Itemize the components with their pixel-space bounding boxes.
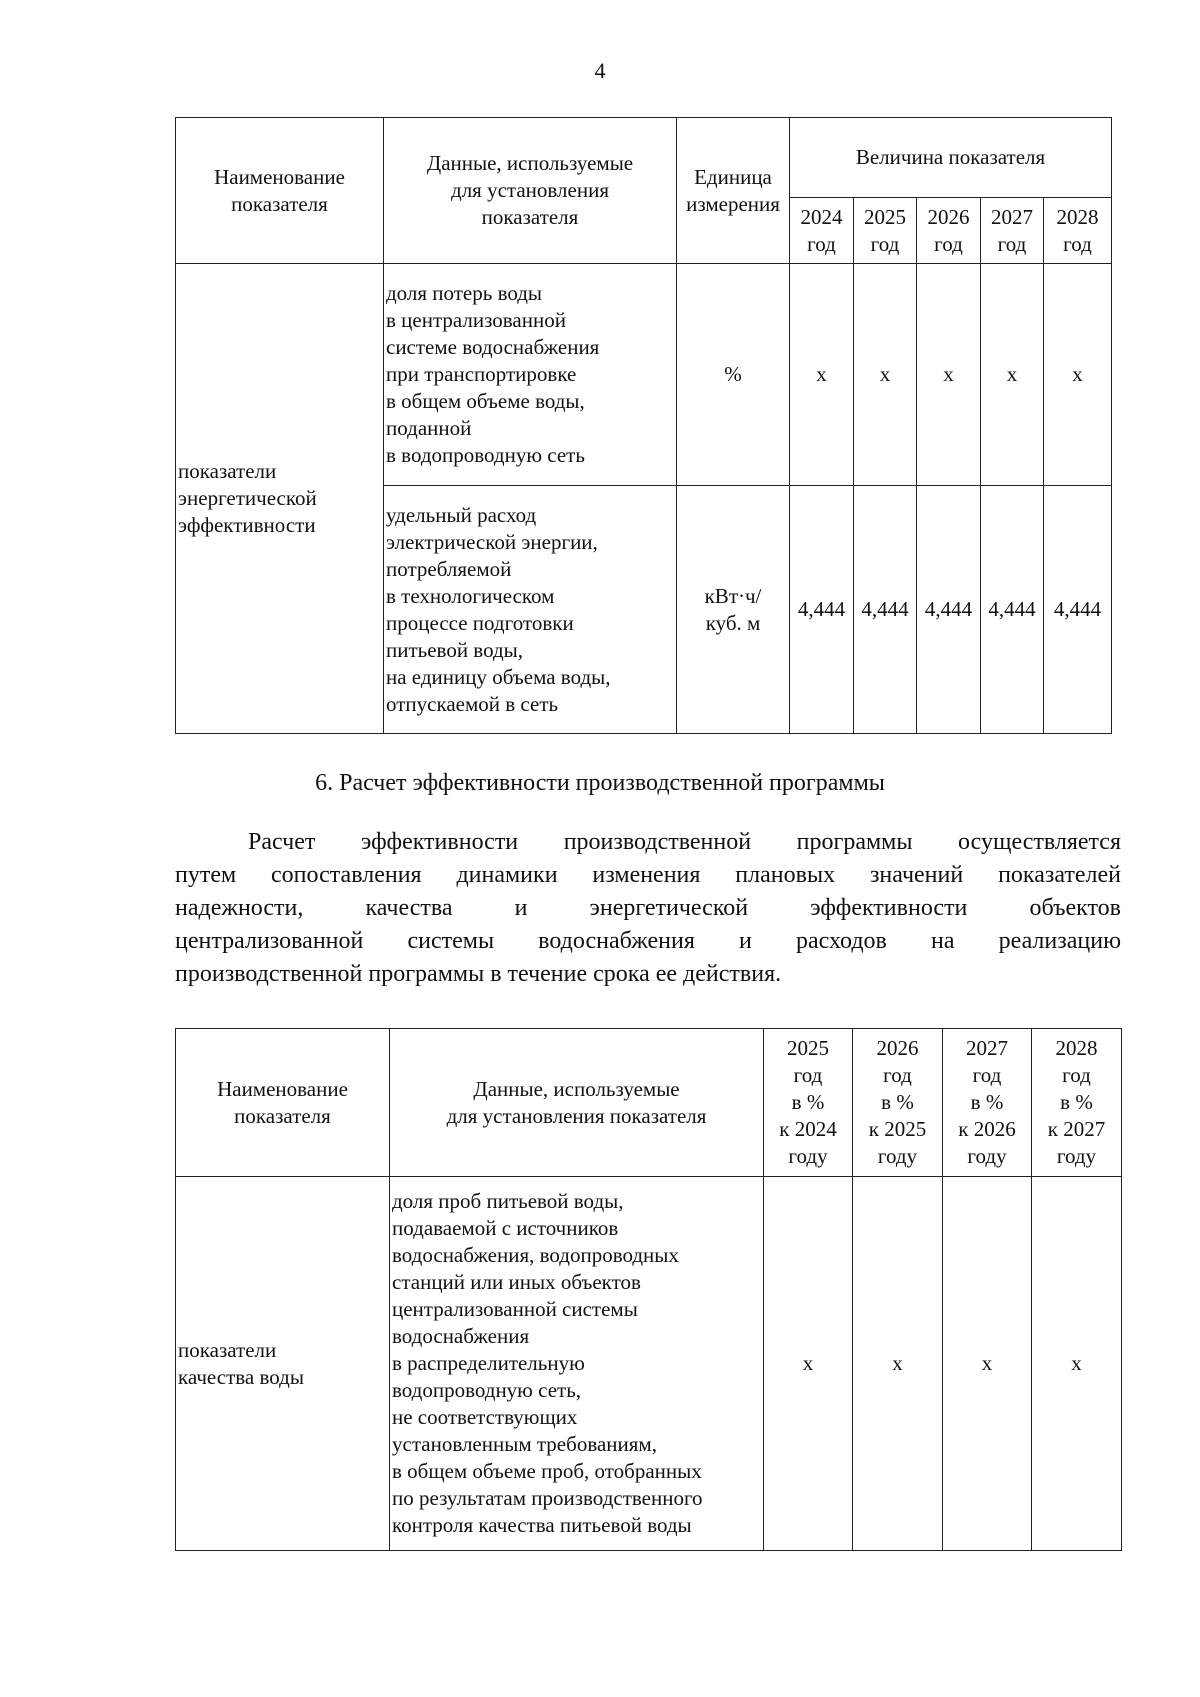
header-data: Данные, используемые для установления показателя (384, 118, 677, 264)
row-value: х (943, 1177, 1032, 1551)
header-year: 2025 год (854, 198, 917, 264)
table-row (176, 264, 1112, 486)
header-year: 2028 год в % к 2027 году (1032, 1029, 1122, 1177)
row-value: 4,444 (790, 486, 854, 734)
page-number: 4 (594, 58, 606, 83)
row-unit: кВт·ч/ куб. м (677, 486, 790, 734)
header-unit: Единица измерения (677, 118, 790, 264)
header-year: 2027 год (981, 198, 1044, 264)
row-value: х (917, 264, 981, 486)
header-year: 2026 год (917, 198, 981, 264)
row-value: х (1032, 1177, 1122, 1551)
row-value: х (1044, 264, 1112, 486)
row-data: доля потерь воды в централизованной системе водоснабжения при транспортировке в общем объеме воды, поданной в водопроводную сеть (384, 264, 677, 486)
header-year: 2025 год в % к 2024 году (764, 1029, 853, 1177)
row-data: доля проб питьевой воды, подаваемой с источников водоснабжения, водопроводных станций или иных объектов централизованной системы водоснабжения в распределительную водопроводную сеть, не соответствующих установленным требованиям, в общем объеме проб, отобранных по результатам производственного контроля качества питьевой воды (390, 1177, 764, 1551)
paragraph-line: централизованной системы водоснабжения и расходов на реализацию (175, 928, 1121, 954)
header-data: Данные, используемые для установления показателя (390, 1029, 764, 1177)
row-name: показатели качества воды (176, 1177, 390, 1551)
section-heading: 6. Расчет эффективности производственной программы (315, 770, 885, 796)
row-unit: % (677, 264, 790, 486)
header-name: Наименование показателя (176, 118, 384, 264)
row-value: х (854, 264, 917, 486)
row-value: 4,444 (1044, 486, 1112, 734)
row-value: 4,444 (917, 486, 981, 734)
header-year: 2026 год в % к 2025 году (853, 1029, 943, 1177)
row-value: 4,444 (854, 486, 917, 734)
paragraph-line: Расчет эффективности производственной программы осуществляется (248, 829, 1121, 855)
row-value: х (853, 1177, 943, 1551)
header-name: Наименование показателя (176, 1029, 390, 1177)
row-value: х (764, 1177, 853, 1551)
paragraph-line: путем сопоставления динамики изменения плановых значений показателей (175, 862, 1121, 888)
indicators-table (175, 117, 1112, 734)
header-year: 2028 год (1044, 198, 1112, 264)
row-data: удельный расход электрической энергии, потребляемой в технологическом процессе подготовки питьевой воды, на единицу объема воды, отпускаемой в сеть (384, 486, 677, 734)
header-value: Величина показателя (790, 118, 1112, 198)
table-row (176, 1177, 1122, 1551)
efficiency-table (175, 1028, 1122, 1551)
row-value: х (981, 264, 1044, 486)
section-paragraph (175, 826, 1121, 991)
paragraph-line: производственной программы в течение срока ее действия. (175, 961, 782, 987)
header-year: 2024 год (790, 198, 854, 264)
paragraph-line: надежности, качества и энергетической эффективности объектов (175, 895, 1121, 921)
header-year: 2027 год в % к 2026 году (943, 1029, 1032, 1177)
group-name: показатели энергетической эффективности (176, 264, 384, 734)
row-value: 4,444 (981, 486, 1044, 734)
row-value: х (790, 264, 854, 486)
